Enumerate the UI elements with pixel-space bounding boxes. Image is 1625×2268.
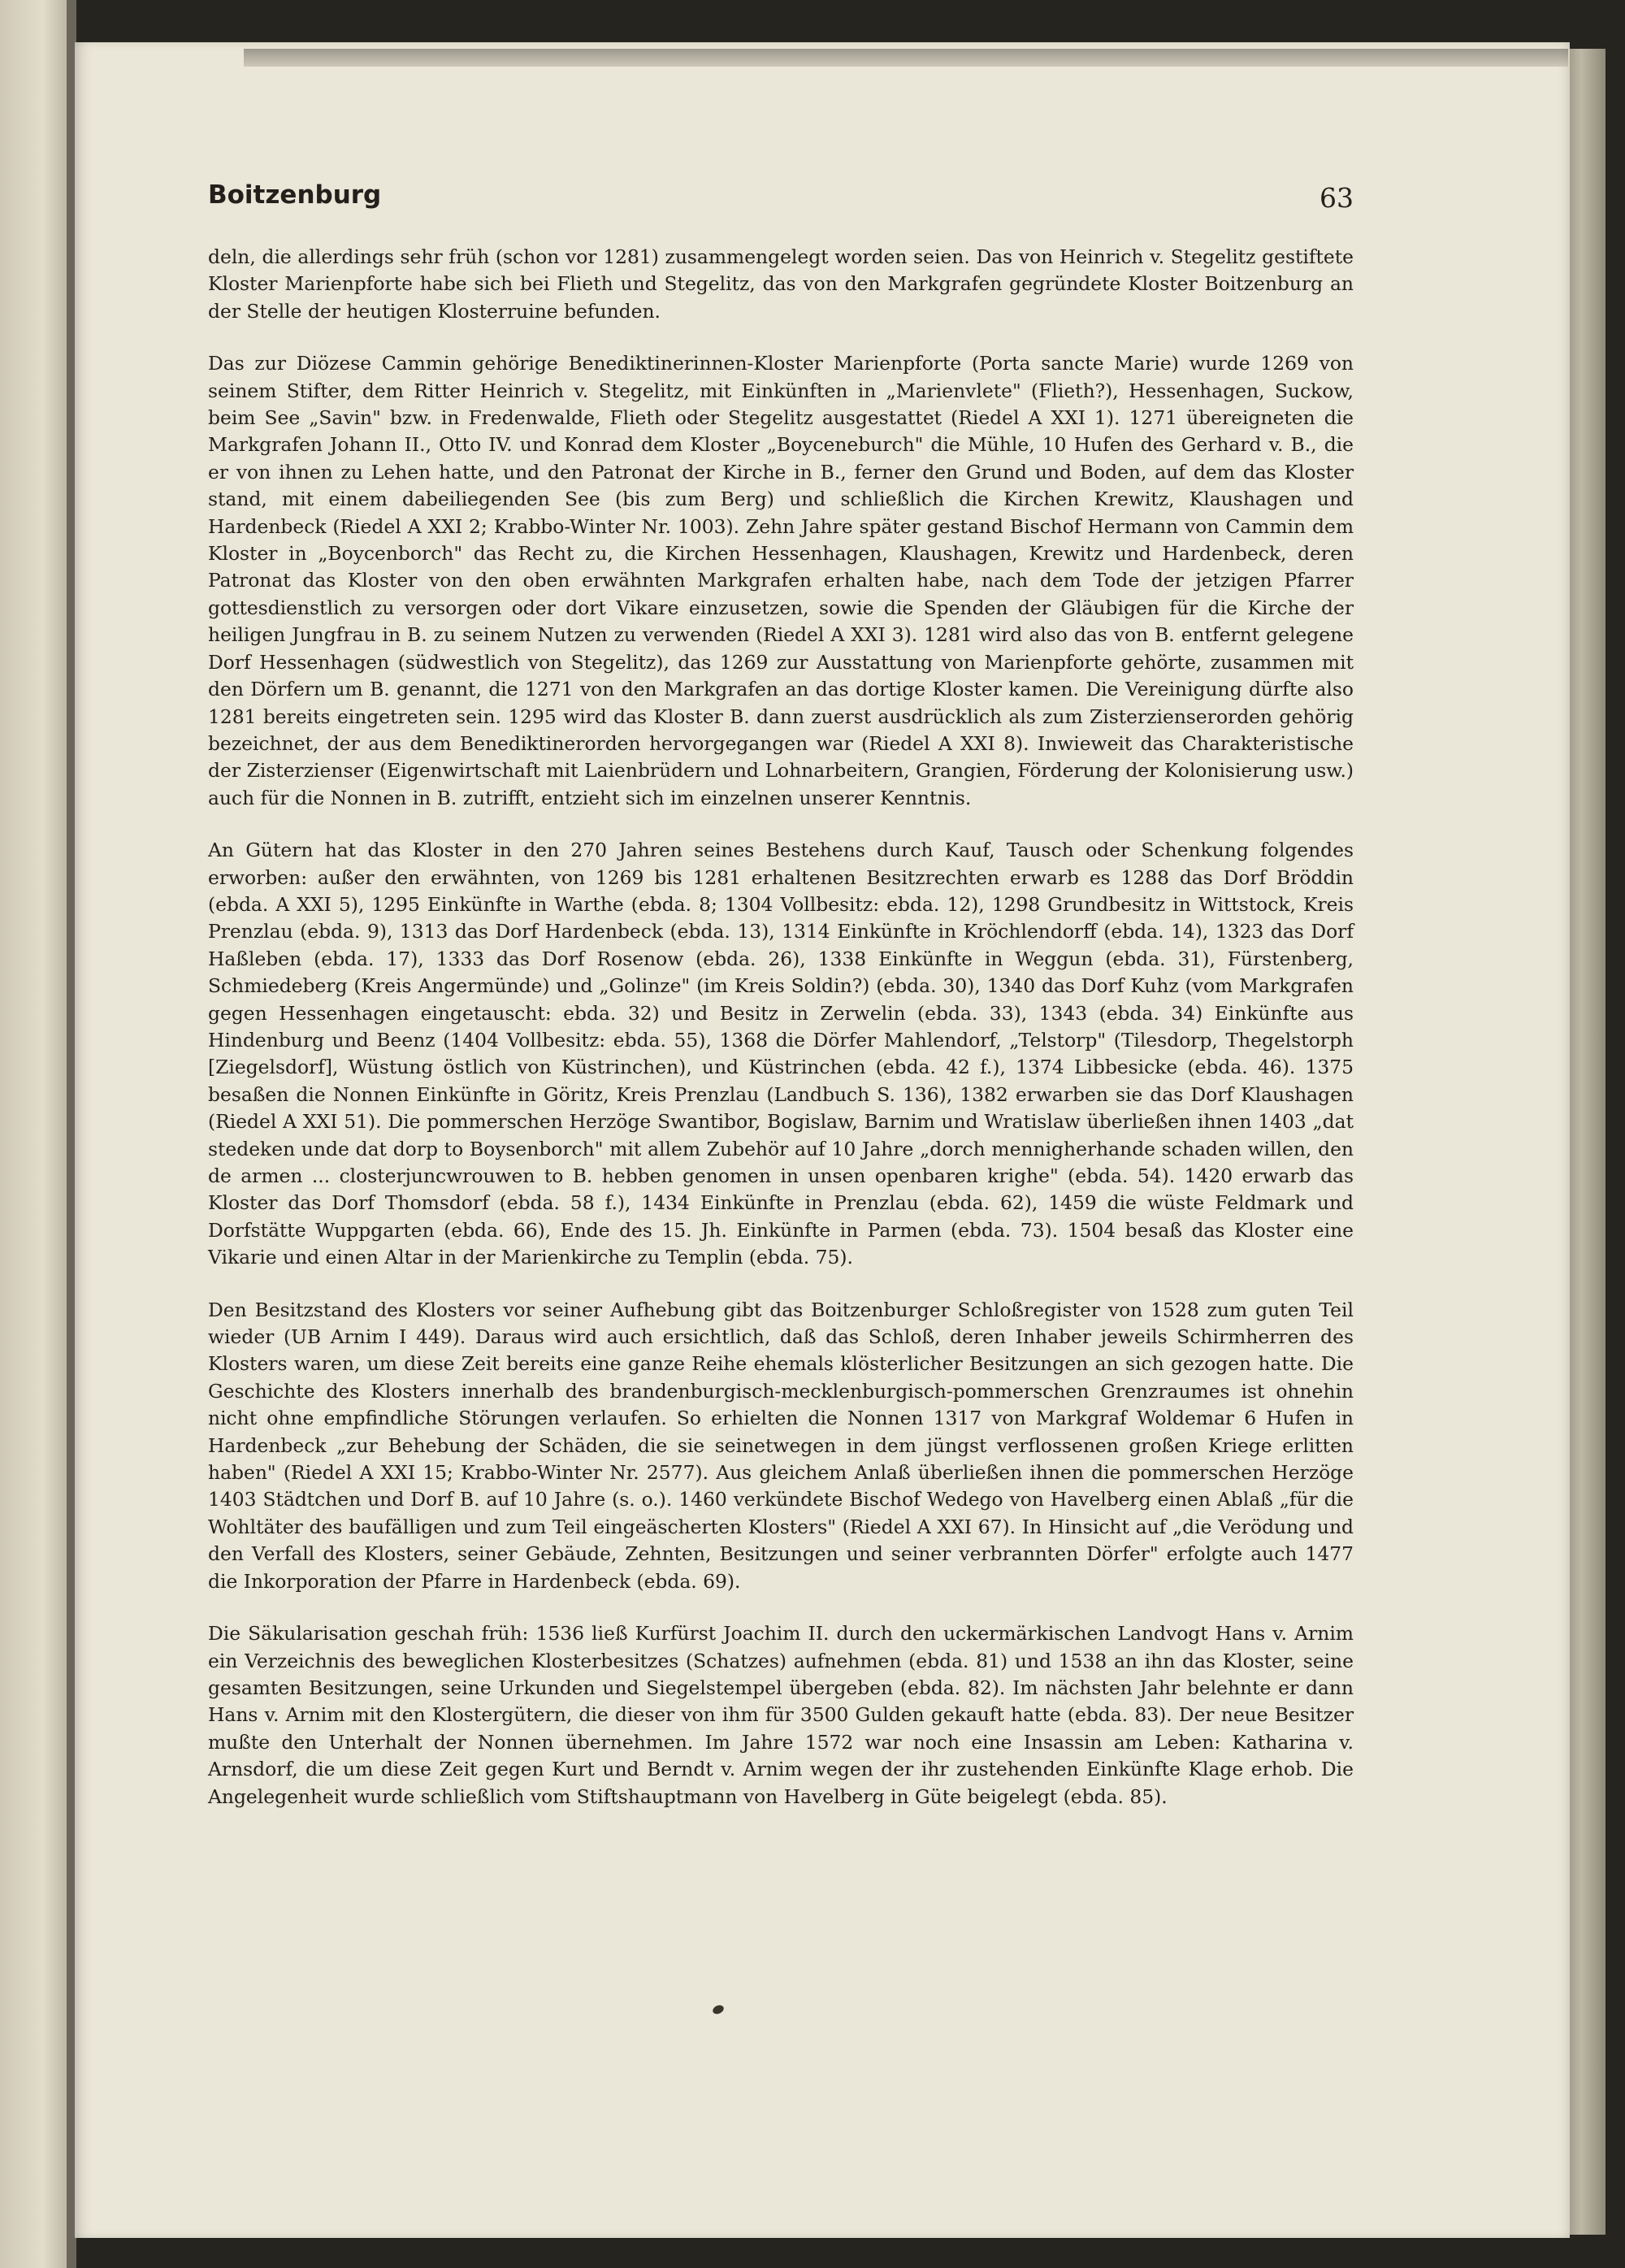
paragraph-4: Den Besitzstand des Klosters vor seiner Aufhebung gibt das Boitzenburger Schloßregister von 1528 zum guten Teil wieder (UB Arnim I 449). Daraus wird auch ersichtlich, daß das Schloß, deren Inhaber jeweils Schirmherren des Klosters waren, um diese Zeit bereits eine ganze Reihe ehemals klösterlicher Besitzungen an sich gezogen hatte. Die Geschichte des Klosters innerhalb des brandenburgisch-mecklenburgisch-pommerschen Grenzraumes ist ohnehin nicht ohne empfindliche Störungen verlaufen. So erhielten die Nonnen 1317 von Markgraf Woldemar 6 Hufen in Hardenbeck „zur Behebung der Schäden, die sie seinetwegen in dem jüngst verflossenen großen Kriege erlitten haben" (Riedel A XXI 15; Krabbo-Winter Nr. 2577). Aus gleichem Anlaß überließen ihnen die pommerschen Herzöge 1403 Städtchen und Dorf B. auf 10 Jahre (s. o.). 1460 verkündete Bischof Wedego von Havelberg einen Ablaß „für die Wohltäter des baufälligen und zum Teil eingeäscherten Klosters" (Riedel A XXI 67). In Hinsicht auf „die Verödung und den Verfall des Klosters, seiner Gebäude, Zehnten, Besitzungen und seiner verbrannten Dörfer" erfolgte auch 1477 die Inkorporation der Pfarre in Hardenbeck (ebda. 69).	[208, 1298, 1354, 1593]
paragraph-3: An Gütern hat das Kloster in den 270 Jahren seines Bestehens durch Kauf, Tausch oder Schenkung folgendes erworben: außer den erwähnten, von 1269 bis 1281 erhaltenen Besitzrechten erwarb es 1288 das Dorf Bröddin (ebda. A XXI 5), 1295 Einkünfte in Warthe (ebda. 8; 1304 Vollbesitz: ebda. 12), 1298 Grundbesitz in Wittstock, Kreis Prenzlau (ebda. 9), 1313 das Dorf Hardenbeck (ebda. 13), 1314 Einkünfte in Kröchlendorff (ebda. 14), 1323 das Dorf Haßleben (ebda. 17), 1333 das Dorf Rosenow (ebda. 26), 1338 Einkünfte in Weggun (ebda. 31), Fürstenberg, Schmiedeberg (Kreis Angermünde) und „Golinze" (im Kreis Soldin?) (ebda. 30), 1340 das Dorf Kuhz (vom Markgrafen gegen Hessenhagen eingetauscht: ebda. 32) und Besitz in Zerwelin (ebda. 33), 1343 (ebda. 34) Einkünfte aus Hindenburg und Beenz (1404 Vollbesitz: ebda. 55), 1368 die Dörfer Mahlendorf, „Telstorp" (Tilesdorp, Thegelstorph [Ziegelsdorf], Wüstung östlich von Küstrinchen), und Küstrinchen (ebda. 42 f.), 1374 Libbesicke (ebda. 46). 1375 besaßen die Nonnen Einkünfte in Göritz, Kreis Prenzlau (Landbuch S. 136), 1382 erwarben sie das Dorf Klaushagen (Riedel A XXI 51). Die pommerschen Herzöge Swantibor, Bogislaw, Barnim und Wratislaw überließen ihnen 1403 „dat stedeken unde dat dorp to Boysenborch" mit allem Zubehör auf 10 Jahre „dorch mennigherhande schaden willen, den de armen ... closterjuncwrouwen to B. hebben genomen in unsen openbaren krighe" (ebda. 54). 1420 erwarb das Kloster das Dorf Thomsdorf (ebda. 58 f.), 1434 Einkünfte in Prenzlau (ebda. 62), 1459 die wüste Feldmark und Dorfstätte Wuppgarten (ebda. 66), Ende des 15. Jh. Einkünfte in Parmen (ebda. 73). 1504 besaß das Kloster eine Vikarie und einen Altar in der Marienkirche zu Templin (ebda. 75).	[208, 839, 1354, 1269]
paragraph-2: Das zur Diözese Cammin gehörige Benediktinerinnen-Kloster Marienpforte (Porta sancte Marie) wurde 1269 von seinem Stifter, dem Ritter Heinrich v. Stegelitz, mit Einkünften in „Marienvlete" (Flieth?), Hessenhagen, Suckow, beim See „Savin" bzw. in Fredenwalde, Flieth oder Stegelitz ausgestattet (Riedel A XXI 1). 1271 übereigneten die Markgrafen Johann II., Otto IV. und Konrad dem Kloster „Boyceneburch" die Mühle, 10 Hufen des Gerhard v. B., die er von ihnen zu Lehen hatte, und den Patronat der Kirche in B., ferner den Grund und Boden, auf dem das Kloster stand, mit einem dabeiliegenden See (bis zum Berg) und schließlich die Kirchen Krewitz, Klaushagen und Hardenbeck (Riedel A XXI 2; Krabbo-Winter Nr. 1003). Zehn Jahre später gestand Bischof Hermann von Cammin dem Kloster in „Boycenborch" das Recht zu, die Kirchen Hessenhagen, Klaushagen, Krewitz und Hardenbeck, deren Patronat das Kloster von den oben erwähnten Markgrafen erhalten habe, nach dem Tode der jetzigen Pfarrer gottesdienstlich zu versorgen oder dort Vikare einzusetzen, sowie die Spenden der Gläubigen für die Kirche der heiligen Jungfrau in B. zu seinem Nutzen zu verwenden (Riedel A XXI 3). 1281 wird also das von B. entfernt gelegene Dorf Hessenhagen (südwestlich von Stegelitz), das 1269 zur Ausstattung von Marienpforte gehörte, zusammen mit den Dörfern um B. genannt, die 1271 von den Markgrafen an das dortige Kloster kamen. Die Vereinigung dürfte also 1281 bereits eingetreten sein. 1295 wird das Kloster B. dann zuerst ausdrücklich als zum Zisterzienserorden gehörig bezeichnet, der aus dem Benediktinerorden hervorgegangen war (Riedel A XXI 8). Inwieweit das Charakteristische der Zisterzienser (Eigenwirtschaft mit Laienbrüdern und Lohnarbeitern, Grangien, Förderung der Kolonisierung usw.) auch für die Nonnen in B. zutrifft, entzieht sich im einzelnen unserer Kenntnis.	[208, 352, 1354, 809]
paragraph-1: deln, die allerdings sehr früh (schon vor 1281) zusammengelegt worden seien. Das von Heinrich v. Stegelitz gestiftete Kloster Marienpforte habe sich bei Flieth und Stegelitz, das von den Markgrafen gegründete Kloster Boitzenburg an der Stelle der heutigen Klosterruine befunden.	[208, 245, 1354, 323]
page-number: 63	[1320, 182, 1354, 214]
page-top-shadow	[244, 49, 1568, 67]
facing-page-edge	[0, 0, 72, 2268]
page-fore-edge	[1565, 49, 1606, 2235]
page-body	[208, 244, 1354, 1958]
running-title: Boitzenburg	[208, 180, 382, 210]
page-header	[208, 180, 1354, 221]
paragraph-5: Die Säkularisation geschah früh: 1536 ließ Kurfürst Joachim II. durch den uckermärkischen Landvogt Hans v. Arnim ein Verzeichnis des beweglichen Klosterbesitzes (Schatzes) aufnehmen (ebda. 81) und 1538 an ihn das Kloster, seine gesamten Besitzungen, seine Urkunden und Siegelstempel übergeben (ebda. 82). Im nächsten Jahr belehnte er dann Hans v. Arnim mit den Klostergütern, die dieser von ihm für 3500 Gulden gekauft hatte (ebda. 83). Der neue Besitzer mußte den Unterhalt der Nonnen übernehmen. Im Jahre 1572 war noch eine Insassin am Leben: Katharina v. Arnsdorf, die um diese Zeit gegen Kurt und Berndt v. Arnim wegen der ihr zustehenden Einkünfte Klage erhob. Die Angelegenheit wurde schließlich vom Stiftshauptmann von Havelberg in Güte beigelegt (ebda. 85).	[208, 1622, 1354, 1808]
